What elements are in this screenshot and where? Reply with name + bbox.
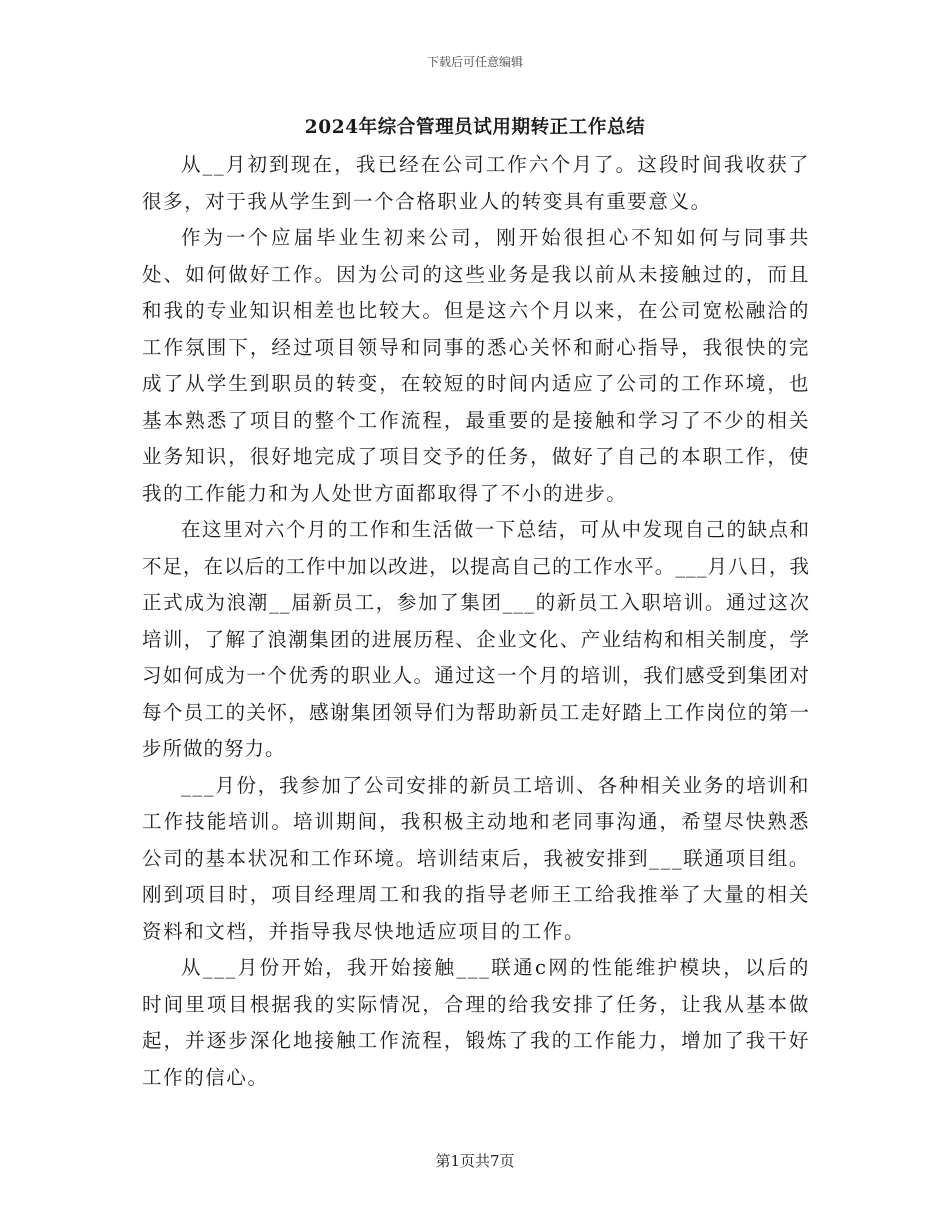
document-title: 2024年综合管理员试用期转正工作总结: [304, 117, 646, 138]
page-number: 第1页共7页: [435, 1152, 515, 1170]
paragraph-3: 在这里对六个月的工作和生活做一下总结，可从中发现自己的缺点和不足，在以后的工作中加以改进，以提高自己的工作水平。___月八日，我正式成为浪潮__届新员工，参加了集团___的新员工入职培训。通过这次培训，了解了浪潮集团的进展历程、企业文化、产业结构和相关制度，学习如何成为一个优秀的职业人。通过这一个月的培训，我们感受到集团对每个员工的关怀，感谢集团领导们为帮助新员工走好踏上工作岗位的第一步所做的努力。: [142, 518, 810, 760]
header-note: 下载后可任意编辑: [426, 55, 523, 69]
paragraph-1: 从__月初到现在，我已经在公司工作六个月了。这段时间我收获了很多，对于我从学生到一个合格职业人的转变具有重要意义。: [142, 153, 810, 213]
paragraph-5: 从___月份开始，我开始接触___联通c网的性能维护模块，以后的时间里项目根据我的实际情况，合理的给我安排了任务，让我从基本做起，并逐步深化地接触工作流程，锻炼了我的工作能力，增加了我干好工作的信心。: [142, 956, 810, 1089]
paragraph-4: ___月份，我参加了公司安排的新员工培训、各种相关业务的培训和工作技能培训。培训期间，我积极主动地和老同事沟通，希望尽快熟悉公司的基本状况和工作环境。培训结束后，我被安排到___联通项目组。刚到项目时，项目经理周工和我的指导老师王工给我推举了大量的相关资料和文档，并指导我尽快地适应项目的工作。: [142, 773, 810, 943]
document-body: [142, 147, 810, 1096]
paragraph-2: 作为一个应届毕业生初来公司，刚开始很担心不知如何与同事共处、如何做好工作。因为公司的这些业务是我以前从未接触过的，而且和我的专业知识相差也比较大。但是这六个月以来，在公司宽松融洽的工作氛围下，经过项目领导和同事的悉心关怀和耐心指导，我很快的完成了从学生到职员的转变，在较短的时间内适应了公司的工作环境，也基本熟悉了项目的整个工作流程，最重要的是接触和学习了不少的相关业务知识，很好地完成了项目交予的任务，做好了自己的本职工作，使我的工作能力和为人处世方面都取得了不小的进步。: [142, 226, 810, 505]
